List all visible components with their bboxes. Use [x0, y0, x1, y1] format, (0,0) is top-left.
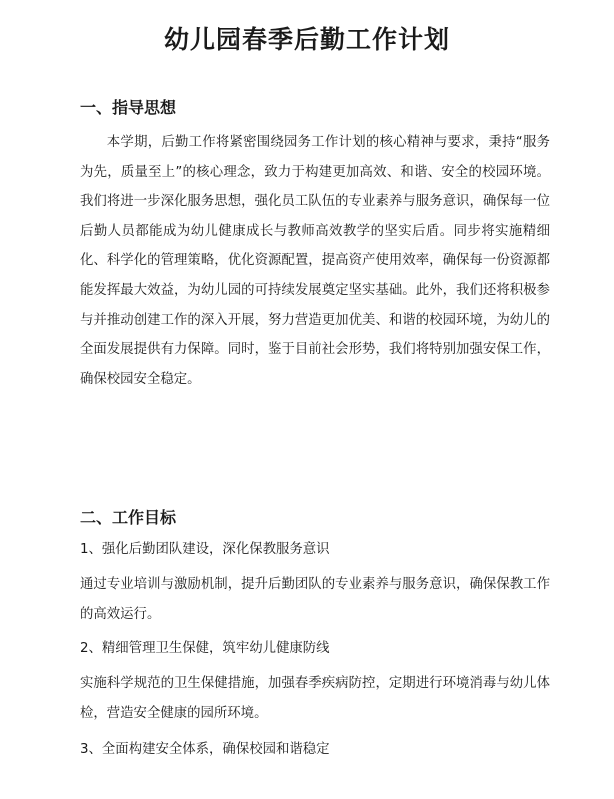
- document-title: 幼儿园春季后勤工作计划: [163, 25, 450, 54]
- goal-body-2: 实施科学规范的卫生保健措施，加强春季疾病防控，定期进行环境消毒与幼儿体检，营造安全健康的园所环境。: [80, 676, 550, 721]
- guiding-ideology-paragraph: 本学期，后勤工作将紧密围绕园务工作计划的核心精神与要求，秉持“服务为先，质量至上”的核心理念，致力于构建更加高效、和谐、安全的校园环境。我们将进一步深化服务思想，强化员工队伍的专业素养与服务意识，确保每一位后勤人员都能成为幼儿健康成长与教师高效教学的坚实后盾。同步将实施精细化、科学化的管理策略，优化资源配置，提高资产使用效率，确保每一份资源都能发挥最大效益，为幼儿园的可持续发展奠定坚实基础。此外，我们还将积极参与并推动创建工作的深入开展，努力营造更加优美、和谐的校园环境，为幼儿的全面发展提供有力保障。同时，鉴于目前社会形势，我们将特别加强安保工作，确保校园安全稳定。: [80, 135, 550, 387]
- goal-title-1: 1、强化后勤团队建设，深化保教服务意识: [80, 542, 330, 557]
- section-heading-work-goals: 二、工作目标: [80, 508, 177, 527]
- goal-body-1: 通过专业培训与激励机制，提升后勤团队的专业素养与服务意识，确保保教工作的高效运行。: [80, 577, 550, 622]
- goal-title-3: 3、全面构建安全体系，确保校园和谐稳定: [80, 742, 330, 757]
- section-heading-guiding-ideology: 一、指导思想: [80, 98, 177, 117]
- goal-title-2: 2、精细管理卫生保健，筑牢幼儿健康防线: [80, 641, 330, 656]
